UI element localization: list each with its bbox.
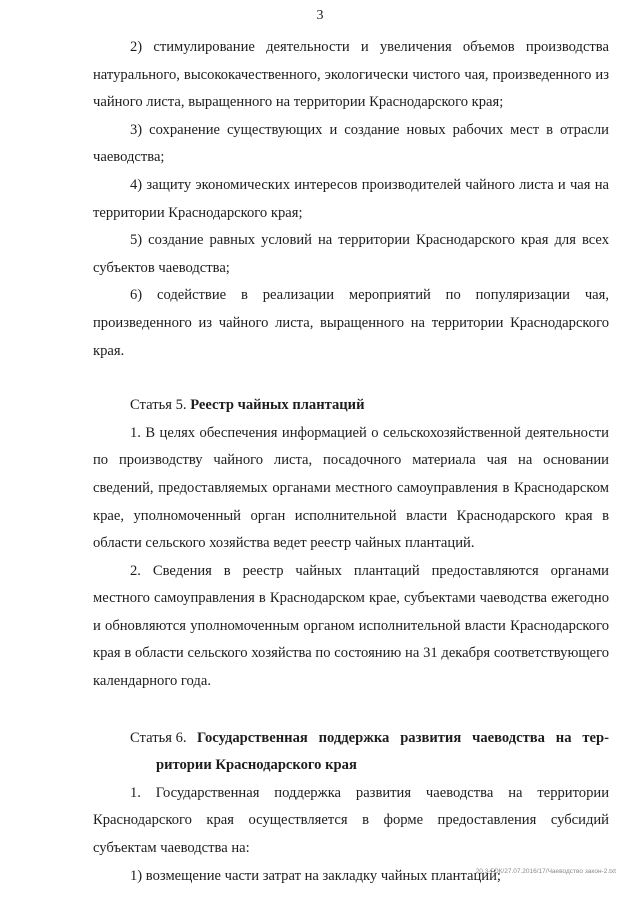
document-body — [93, 34, 609, 890]
document-footer: 20.3-ГОК/27.07.2016/17/Чаеводство закон-2.txt — [475, 868, 616, 875]
section-gap — [93, 365, 609, 392]
article-5-label: Статья 5. — [130, 397, 187, 414]
article-6-heading — [93, 725, 609, 753]
list-item-5: 5) создание равных условий на территории Краснодарского края для всех субъектов чаеводства; — [93, 232, 609, 276]
article-5-heading — [93, 392, 609, 420]
list-item-6: 6) содействие в реализации мероприятий по популяризации чая, произведенного из чайного листа, выращенного на территории Краснодарского края. — [93, 287, 609, 359]
article-6-label: Статья 6. — [130, 729, 187, 746]
article-6-paragraph-2: 1) возмещение части затрат на закладку чайных плантаций; — [130, 867, 501, 884]
article-6-title-line-2: ритории Краснодарского края — [156, 757, 357, 774]
page-number: 3 — [316, 8, 324, 23]
article-6-paragraph-1: 1. Государственная поддержка развития чаеводства на территории Краснодарского края осуществляется в форме предоставления субсидий субъектам чаеводства на: — [93, 784, 609, 857]
article-5-title: Реестр чайных плантаций — [190, 397, 365, 414]
section-gap — [93, 696, 609, 725]
article-6-title-line-1: Государственная поддержка развития чаеводства на тер- — [197, 729, 609, 746]
list-item-4: 4) защиту экономических интересов производителей чайного листа и чая на территории Краснодарского края; — [93, 176, 609, 221]
list-item-2: 2) стимулирование деятельности и увеличения объемов производства натурального, высококачественного, экологически чистого чая, произведенного из чайного листа, выращенного на территории Краснодарского края; — [93, 39, 609, 111]
article-5-paragraph-2: 2. Сведения в реестр чайных плантаций предоставляются органами местного самоуправления в Краснодарском крае, субъектами чаеводства ежегодно и обновляются уполномоченным органом исполнительной власти Краснодарского края в области сельского хозяйства по состоянию на 31 декабря соответствующего календарного года. — [93, 562, 609, 690]
list-item-3: 3) сохранение существующих и создание новых рабочих мест в отрасли чаеводства; — [93, 121, 609, 166]
article-5-paragraph-1: 1. В целях обеспечения информацией о сельскохозяйственной деятельности по производству чайного листа, посадочного материала чая на основании сведений, предоставляемых органами местного самоуправления в Краснодарском крае, уполномоченный орган исполнительной власти Краснодарского края в области сельского хозяйства ведет реестр чайных плантаций. — [93, 424, 609, 552]
